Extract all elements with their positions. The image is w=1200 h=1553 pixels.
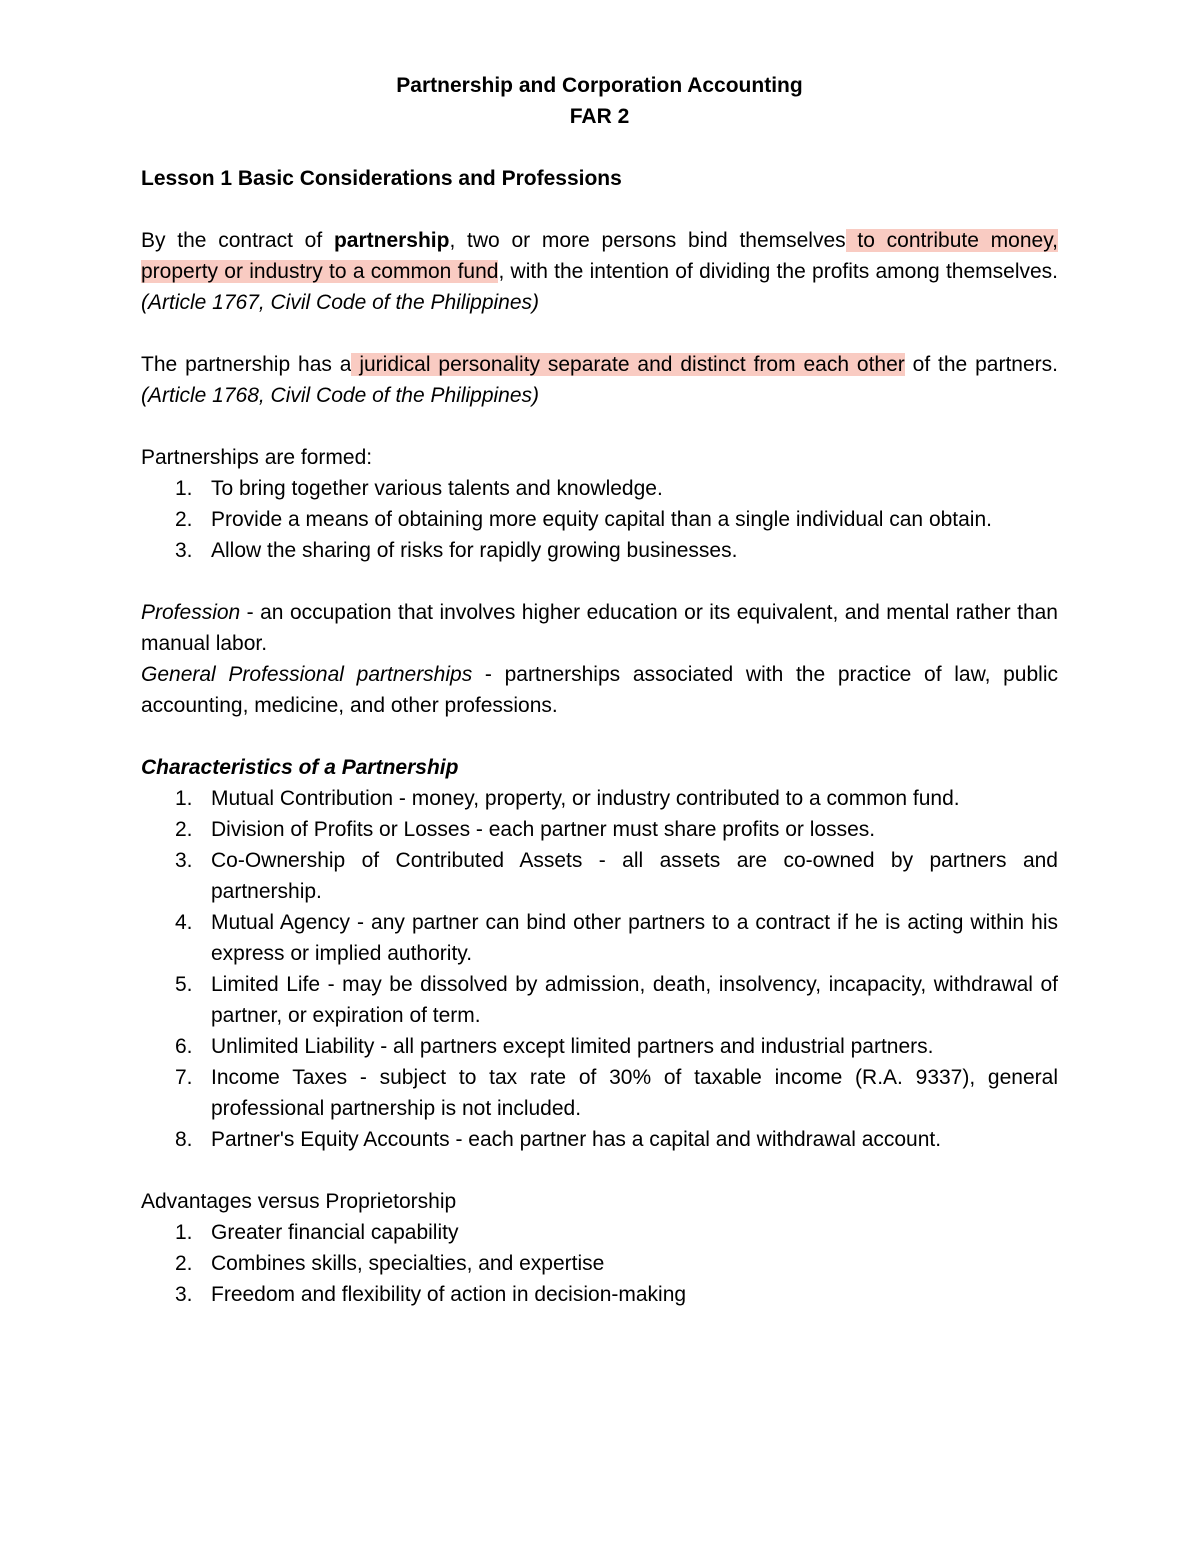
- para1-text-3: , with the intention of dividing the profits among themselves.: [498, 260, 1059, 283]
- juridical-personality-paragraph: [141, 349, 1058, 411]
- list-number: 3.: [175, 539, 193, 562]
- list-number: 2.: [175, 508, 193, 531]
- document-title: Partnership and Corporation Accounting: [396, 74, 803, 97]
- list-number: 2.: [175, 1252, 193, 1275]
- profession-term: Profession: [141, 601, 241, 624]
- list-item: [141, 473, 1058, 504]
- para1-bold-term: partnership: [333, 229, 450, 252]
- list-item: [141, 1031, 1058, 1062]
- document-subtitle: FAR 2: [569, 105, 630, 128]
- characteristics-list: [141, 783, 1058, 1155]
- list-number: 6.: [175, 1035, 193, 1058]
- list-item: [141, 907, 1058, 969]
- list-item: [141, 1062, 1058, 1124]
- para1-citation: (Article 1767, Civil Code of the Philippines): [141, 291, 540, 314]
- list-item: [141, 845, 1058, 907]
- advantages-list: [141, 1217, 1058, 1310]
- list-text: Combines skills, specialties, and expertise: [211, 1252, 605, 1275]
- list-item: [141, 814, 1058, 845]
- profession-definition: [141, 597, 1058, 659]
- partnership-definition-paragraph: [141, 225, 1058, 318]
- list-text: Greater financial capability: [211, 1221, 459, 1244]
- list-text: Partner's Equity Accounts - each partner has a capital and withdrawal account.: [211, 1128, 942, 1151]
- list-number: 8.: [175, 1128, 193, 1151]
- para2-highlight: juridical personality separate and distinct from each other: [351, 353, 905, 376]
- gpp-term: General Professional partnerships: [141, 663, 473, 686]
- lesson-heading: Lesson 1 Basic Considerations and Professions: [141, 167, 622, 190]
- list-number: 7.: [175, 1066, 193, 1089]
- para2-text-1: The partnership has a: [141, 353, 352, 376]
- list-text: Limited Life - may be dissolved by admission, death, insolvency, incapacity, withdrawal of partner, or expiration of term.: [211, 973, 1058, 1027]
- list-number: 3.: [175, 849, 193, 872]
- list-text: Mutual Agency - any partner can bind other partners to a contract if he is acting within his express or implied authority.: [211, 911, 1058, 965]
- gpp-def: - partnerships associated with the practice of law, public accounting, medicine, and other professions.: [141, 663, 1058, 717]
- list-text: Co-Ownership of Contributed Assets - all assets are co-owned by partners and partnership.: [211, 849, 1058, 903]
- para1-text-1: By the contract of: [141, 229, 334, 252]
- characteristics-heading: Characteristics of a Partnership: [141, 756, 459, 779]
- list-text: Unlimited Liability - all partners except limited partners and industrial partners.: [211, 1035, 934, 1058]
- list-item: [141, 535, 1058, 566]
- list-text: Mutual Contribution - money, property, or industry contributed to a common fund.: [211, 787, 960, 810]
- list-item: [141, 1248, 1058, 1279]
- formed-list: [141, 473, 1058, 566]
- list-item: [141, 1279, 1058, 1310]
- para1-highlight: to contribute money, property or industry to a common fund: [141, 229, 1058, 283]
- list-number: 3.: [175, 1283, 193, 1306]
- list-text: Allow the sharing of risks for rapidly growing businesses.: [211, 539, 738, 562]
- list-item: [141, 969, 1058, 1031]
- para2-citation: (Article 1768, Civil Code of the Philippines): [141, 384, 540, 407]
- list-text: Division of Profits or Losses - each partner must share profits or losses.: [211, 818, 876, 841]
- list-number: 5.: [175, 973, 193, 996]
- gpp-definition: [141, 659, 1058, 721]
- formed-intro: Partnerships are formed:: [141, 446, 373, 469]
- list-number: 4.: [175, 911, 193, 934]
- para2-text-2: of the partners.: [904, 353, 1058, 376]
- list-text: Freedom and flexibility of action in decision-making: [211, 1283, 687, 1306]
- list-text: Provide a means of obtaining more equity capital than a single individual can obtain.: [211, 508, 992, 531]
- list-item: [141, 783, 1058, 814]
- advantages-heading: Advantages versus Proprietorship: [141, 1190, 457, 1213]
- list-item: [141, 1217, 1058, 1248]
- document-body: [141, 70, 1058, 1310]
- para1-text-2: , two or more persons bind themselves: [449, 229, 846, 252]
- list-item: [141, 504, 1058, 535]
- list-number: 1.: [175, 787, 193, 810]
- list-text: Income Taxes - subject to tax rate of 30% of taxable income (R.A. 9337), general professional partnership is not included.: [211, 1066, 1058, 1120]
- list-number: 2.: [175, 818, 193, 841]
- profession-def: - an occupation that involves higher education or its equivalent, and mental rather than manual labor.: [141, 601, 1058, 655]
- list-item: [141, 1124, 1058, 1155]
- list-text: To bring together various talents and knowledge.: [211, 477, 663, 500]
- list-number: 1.: [175, 1221, 193, 1244]
- list-number: 1.: [175, 477, 193, 500]
